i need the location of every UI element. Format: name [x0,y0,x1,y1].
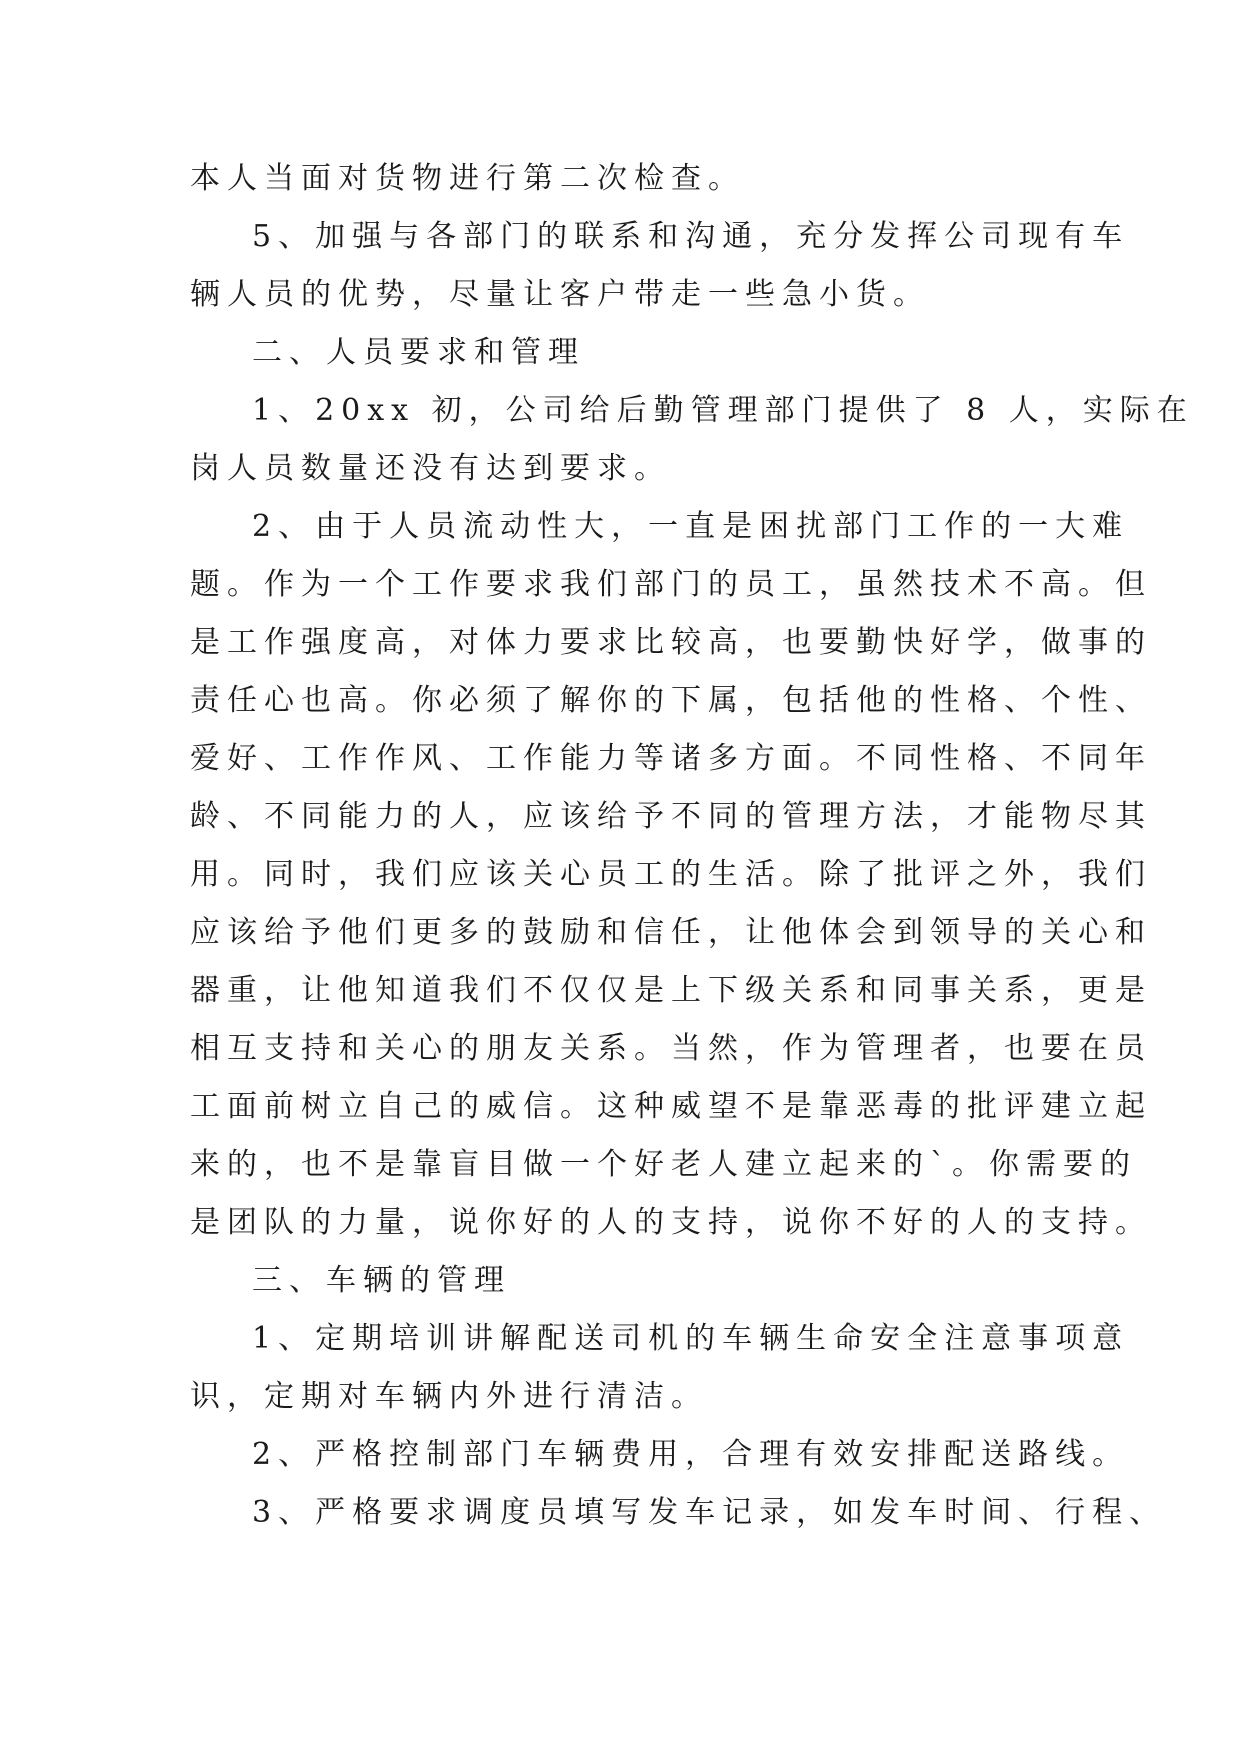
text-line: 是团队的力量，说你好的人的支持，说你不好的人的支持。 [190,1205,1152,1240]
text-line: 器重，让他知道我们不仅仅是上下级关系和同事关系，更是 [190,973,1152,1008]
text-line: 用。同时，我们应该关心员工的生活。除了批评之外，我们 [190,857,1152,892]
list-item-1: 1、定期培训讲解配送司机的车辆生命安全注意事项意 [252,1321,1130,1356]
list-item-2: 2、严格控制部门车辆费用，合理有效安排配送路线。 [252,1437,1130,1472]
text-line: 来的，也不是靠盲目做一个好老人建立起来的`。你需要的 [190,1147,1137,1182]
text-line: 工面前树立自己的威信。这种威望不是靠恶毒的批评建立起 [190,1089,1152,1124]
section-heading-2: 二、人员要求和管理 [252,335,585,370]
text-line: 识，定期对车辆内外进行清洁。 [190,1379,708,1414]
text-line: 责任心也高。你必须了解你的下属，包括他的性格、个性、 [190,683,1152,718]
text-line: 本人当面对货物进行第二次检查。 [190,161,745,196]
text-line: 相互支持和关心的朋友关系。当然，作为管理者，也要在员 [190,1031,1152,1066]
list-item-3: 3、严格要求调度员填写发车记录，如发车时间、行程、 [252,1495,1167,1530]
list-item-1: 1、20xx 初，公司给后勤管理部门提供了 8 人，实际在 [252,393,1194,428]
list-item-2: 2、由于人员流动性大，一直是困扰部门工作的一大难 [252,509,1130,544]
text-line: 题。作为一个工作要求我们部门的员工，虽然技术不高。但 [190,567,1152,602]
document-page [190,150,1194,1542]
text-line: 辆人员的优势，尽量让客户带走一些急小货。 [190,277,930,312]
section-heading-3: 三、车辆的管理 [252,1263,511,1298]
list-item-5: 5、加强与各部门的联系和沟通，充分发挥公司现有车 [252,219,1130,254]
text-line: 龄、不同能力的人，应该给予不同的管理方法，才能物尽其 [190,799,1152,834]
text-line: 应该给予他们更多的鼓励和信任，让他体会到领导的关心和 [190,915,1152,950]
text-line: 爱好、工作作风、工作能力等诸多方面。不同性格、不同年 [190,741,1152,776]
text-line: 是工作强度高，对体力要求比较高，也要勤快好学，做事的 [190,625,1152,660]
text-line: 岗人员数量还没有达到要求。 [190,451,671,486]
